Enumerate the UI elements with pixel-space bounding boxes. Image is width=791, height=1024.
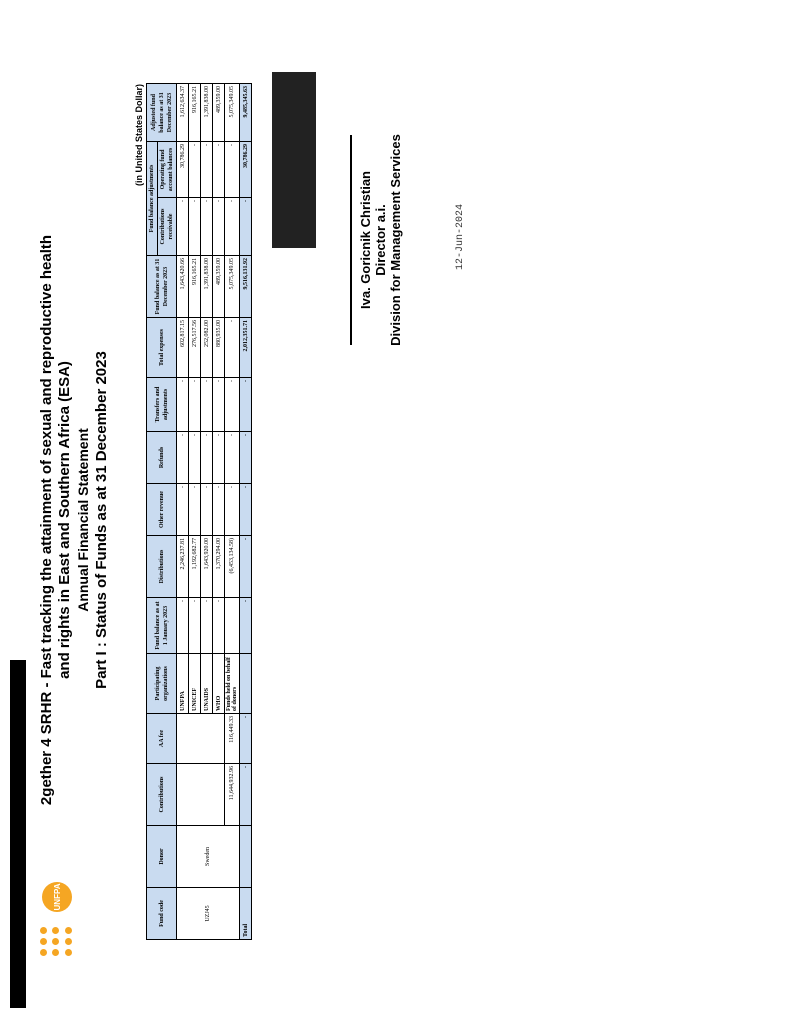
cell-org: UNICEF	[189, 654, 201, 714]
header-adjusted: Adjusted fund balance as at 31 December 2023	[147, 84, 177, 142]
signature-date: 12-Jun-2024	[455, 203, 466, 270]
title-line-4: Part I : Status of Funds as at 31 December 2023	[93, 351, 110, 689]
cell-expenses: 252,082.00	[201, 318, 213, 378]
cell-operating: -	[189, 142, 201, 198]
cell-opening: -	[177, 598, 189, 654]
header-closing: Fund balance as at 31 December 2023	[147, 256, 177, 318]
cell-refunds: -	[225, 432, 240, 484]
cell-transfers: -	[189, 378, 201, 432]
cell-other: -	[213, 484, 225, 536]
cell-contrib-empty	[177, 764, 225, 826]
cell-other: -	[177, 484, 189, 536]
cell-expenses: 602,817.15	[177, 318, 189, 378]
cell-total-receivable: -	[240, 198, 252, 256]
cell-adjusted: 1,391,838.00	[201, 84, 213, 142]
table-row	[225, 84, 240, 940]
logo-circle: UNFPA	[42, 882, 72, 912]
cell-total-refunds: -	[240, 432, 252, 484]
status-of-funds-table	[146, 83, 252, 940]
cell-refunds: -	[189, 432, 201, 484]
cell-receivable: -	[177, 198, 189, 256]
signatory-role: Director a.i.	[373, 204, 388, 276]
cell-total-operating: 30,786.29	[240, 142, 252, 198]
rotated-page	[30, 50, 770, 990]
cell-total-contributions: -	[240, 764, 252, 826]
cell-receivable: -	[189, 198, 201, 256]
cell-operating: -	[201, 142, 213, 198]
header-aa-fee: AA fee	[147, 714, 177, 764]
cell-closing: 916,165.21	[189, 256, 201, 318]
cell-operating: -	[213, 142, 225, 198]
cell-adjusted: 5,075,349.05	[225, 84, 240, 142]
cell-adjusted: 1,612,634.37	[177, 84, 189, 142]
cell-adjusted: 489,359.00	[213, 84, 225, 142]
cell-transfers: -	[177, 378, 189, 432]
cell-transfers: -	[225, 378, 240, 432]
cell-total-donor	[240, 826, 252, 888]
cell-operating: 30,786.29	[177, 142, 189, 198]
cell-closing: 489,359.00	[213, 256, 225, 318]
header-distributions: Distributions	[147, 536, 177, 598]
cell-aafee-empty	[177, 714, 225, 764]
cell-total-distributions: -	[240, 536, 252, 598]
currency-note: (in United States Dollar)	[134, 84, 144, 187]
title-line-3: Annual Financial Statement	[75, 428, 91, 612]
cell-expenses: 276,517.56	[189, 318, 201, 378]
cell-closing: 1,643,420.66	[177, 256, 189, 318]
cell-other: -	[189, 484, 201, 536]
cell-receivable: -	[201, 198, 213, 256]
cell-other: -	[201, 484, 213, 536]
cell-total-label: Total	[240, 888, 252, 940]
header-other-revenue: Other revenue	[147, 484, 177, 536]
header-participating: Participating organizations	[147, 654, 177, 714]
redaction-bar-left	[10, 660, 26, 1008]
cell-closing: 5,075,349.05	[225, 256, 240, 318]
cell-refunds: -	[213, 432, 225, 484]
cell-distributions: (6,453,134.58)	[225, 536, 240, 598]
cell-fund-code: UZJ45	[177, 888, 240, 940]
cell-total-adjusted: 9,485,345.63	[240, 84, 252, 142]
header-opening: Fund balance as at 1 January 2023	[147, 598, 177, 654]
title-line-1: 2gether 4 SRHR - Fast tracking the attainment of sexual and reproductive health	[38, 234, 55, 806]
signature-block	[350, 130, 403, 350]
cell-distributions: 2,246,237.81	[177, 536, 189, 598]
signature-line	[350, 135, 352, 345]
header-total-expenses: Total expenses	[147, 318, 177, 378]
cell-org: UNAIDS	[201, 654, 213, 714]
title-line-2: and rights in East and Southern Africa (ESA)	[56, 361, 73, 679]
signatory-division: Division for Management Services	[388, 134, 403, 346]
header-operating-fund: Operating fund account balances	[158, 142, 177, 198]
cell-other: -	[225, 484, 240, 536]
cell-transfers: -	[213, 378, 225, 432]
header-adjustments-group: Fund balance adjustments	[147, 142, 158, 256]
table-row	[177, 84, 189, 940]
cell-aa-fee: 116,449.33	[225, 714, 240, 764]
cell-total-other: -	[240, 484, 252, 536]
cell-transfers: -	[201, 378, 213, 432]
header-contributions: Contributions	[147, 764, 177, 826]
header-contrib-receivable: Contributions receivable	[158, 198, 177, 256]
header-fund-code: Fund code	[147, 888, 177, 940]
cell-distributions: 1,643,920.00	[201, 536, 213, 598]
cell-opening	[225, 598, 240, 654]
cell-total-transfers: -	[240, 378, 252, 432]
cell-total-expenses: 2,012,351.71	[240, 318, 252, 378]
cell-distributions: 1,192,682.77	[189, 536, 201, 598]
cell-operating: -	[225, 142, 240, 198]
statement-title	[38, 50, 112, 990]
header-donor: Donor	[147, 826, 177, 888]
cell-total-opening: -	[240, 598, 252, 654]
cell-total-closing: 9,516,131.92	[240, 256, 252, 318]
cell-closing: 1,391,838.00	[201, 256, 213, 318]
cell-total-org	[240, 654, 252, 714]
cell-adjusted: 916,165.21	[189, 84, 201, 142]
cell-opening: -	[189, 598, 201, 654]
cell-receivable: -	[225, 198, 240, 256]
header-transfers: Transfers and adjustments	[147, 378, 177, 432]
cell-org: UNFPA	[177, 654, 189, 714]
cell-org: WHO	[213, 654, 225, 714]
table-header-row	[147, 84, 158, 940]
cell-expenses: -	[225, 318, 240, 378]
cell-refunds: -	[201, 432, 213, 484]
signatory-name: Iva. Goricnik Christian	[358, 171, 373, 309]
cell-expenses: 880,935.00	[213, 318, 225, 378]
cell-opening: -	[201, 598, 213, 654]
cell-distributions: 1,370,294.00	[213, 536, 225, 598]
cell-donor: Sweden	[177, 826, 240, 888]
cell-refunds: -	[177, 432, 189, 484]
cell-org: Funds held on behalf of donors	[225, 654, 240, 714]
cell-contributions: 11,644,932.96	[225, 764, 240, 826]
header-refunds: Refunds	[147, 432, 177, 484]
table-total-row	[240, 84, 252, 940]
cell-receivable: -	[213, 198, 225, 256]
cell-total-aa-fee: -	[240, 714, 252, 764]
cell-opening: -	[213, 598, 225, 654]
